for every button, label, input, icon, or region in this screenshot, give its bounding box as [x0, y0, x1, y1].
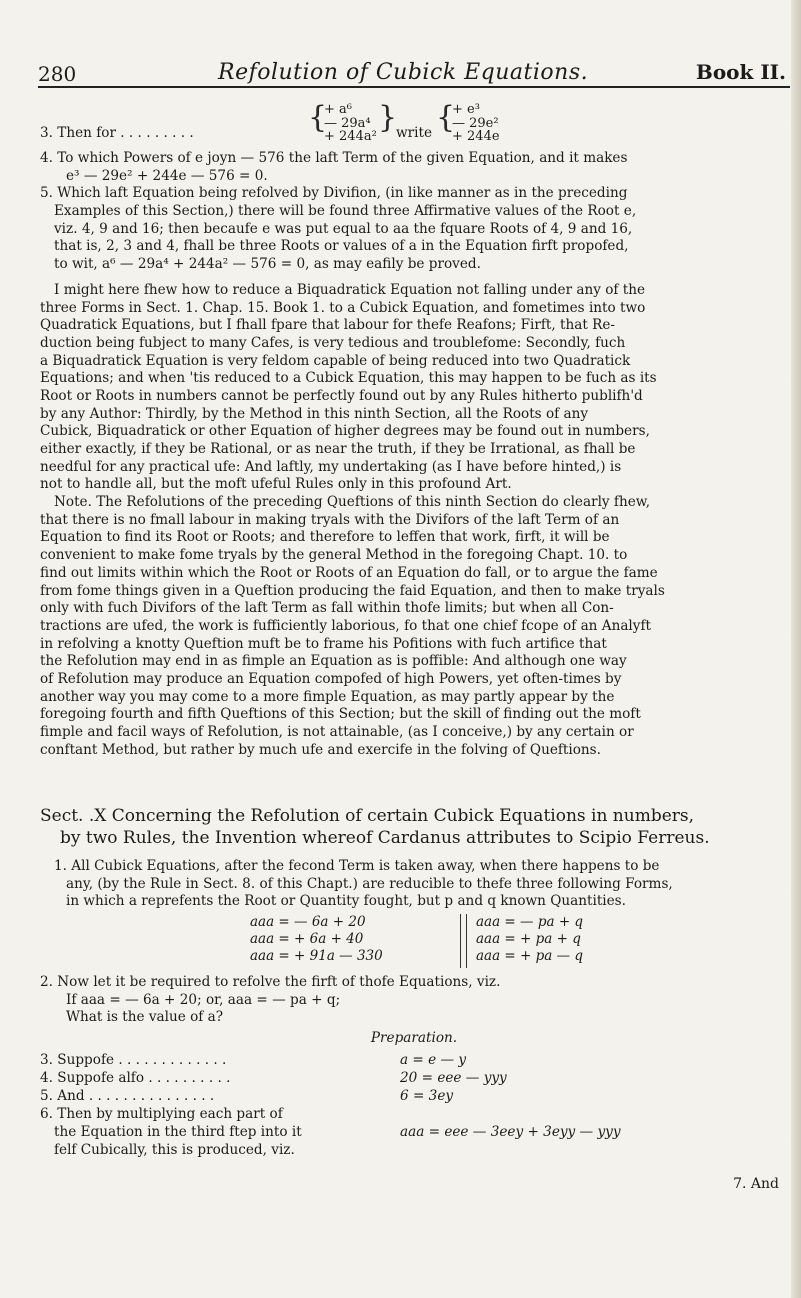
left-brace-1: {	[308, 100, 328, 135]
text-line	[40, 759, 788, 777]
text-line: 2. Now let it be required to refolve the firft of thofe Equations, viz.	[40, 974, 501, 990]
table-cell: aaa = + 91a — 330	[250, 948, 383, 964]
text-line: Quadratick Equations, but I fhall fpare that labour for thefe Reafons; Firft, that Re-	[40, 317, 616, 334]
preparation-heading: Preparation.	[370, 1030, 458, 1046]
item-2	[40, 974, 788, 1027]
body-text	[40, 150, 788, 777]
text-line: foregoing fourth and fifth Queftions of this Section; but the skill of finding out the moft	[40, 706, 641, 723]
text-line: in which a reprefents the Root or Quantity fought, but p and q known Quantities.	[66, 893, 626, 910]
item-3-label: 3. Then for . . . . . . . . .	[40, 125, 194, 141]
text-line: 5. Which laft Equation being refolved by Divifion, (in like manner as in the preceding	[40, 185, 628, 202]
text-line: conftant Method, but rather by much ufe and exercife in the folving of Queftions.	[40, 741, 601, 758]
step-6-eq: aaa = eee — 3eey + 3eyy — yyy	[400, 1124, 621, 1140]
page-number: 280	[38, 62, 77, 86]
section-body	[40, 858, 788, 911]
text-line: another way you may come to a more fimple Equation, as may partly appear by the	[40, 688, 615, 705]
section-heading-line-2: by two Rules, the Invention whereof Cardanus attributes to Scipio Ferreus.	[60, 828, 710, 848]
preparation	[40, 1030, 788, 1047]
text-line: What is the value of a?	[66, 1009, 224, 1026]
table-cell: aaa = — 6a + 20	[250, 914, 366, 930]
table-cell: aaa = + pa — q	[476, 948, 584, 964]
step-6-line-3: felf Cubically, this is produced, viz.	[54, 1142, 295, 1158]
header-rule	[38, 86, 790, 88]
book-label: Book II.	[695, 60, 786, 84]
text-line: convenient to make fome tryals by the general Method in the foregoing Chapt. 10. to	[40, 547, 628, 564]
text-line: Note. The Refolutions of the preceding Queftions of this ninth Section do clearly fhew,	[54, 494, 651, 511]
text-line: not to handle all, but the moft ufeful Rules only in this profound Art.	[40, 476, 512, 493]
text-line: to wit, a⁶ — 29a⁴ + 244a² — 576 = 0, as may eafily be proved.	[54, 256, 481, 273]
text-line: Cubick, Biquadratick or other Equation of higher degrees may be found out in numbers,	[40, 423, 650, 440]
text-line: Root or Roots in numbers cannot be perfectly found out by any Rules hitherto publifh'd	[40, 387, 643, 404]
table-cell: aaa = + 6a + 40	[250, 931, 364, 947]
text-line: Examples of this Section,) there will be found three Affirmative values of the Root e,	[54, 203, 637, 220]
right-brace-1: }	[378, 100, 398, 135]
text-line: by any Author: Thirdly, by the Method in this ninth Section, all the Roots of any	[40, 405, 589, 422]
text-line: tractions are ufed, the work is fufficiently laborious, fo that one chief fcope of an Analyft	[40, 617, 651, 634]
text-line: fimple and facil ways of Refolution, is not attainable, (as I conceive,) by any certain or	[40, 724, 634, 740]
text-line: that there is no fmall labour in making tryals with the Divifors of the laft Term of an	[40, 511, 620, 528]
text-line: any, (by the Rule in Sect. 8. of this Chapt.) are reducible to thefe three following Forms,	[66, 875, 673, 892]
step-3: 3. Suppofe . . . . . . . . . . . . .	[40, 1052, 227, 1068]
text-line: e³ — 29e² + 244e — 576 = 0.	[66, 167, 268, 184]
text-line: find out limits within which the Root or Roots of an Equation do fall, or to argue the fame	[40, 564, 658, 581]
text-line: If aaa = — 6a + 20; or, aaa = — pa + q;	[66, 991, 341, 1008]
text-line: three Forms in Sect. 1. Chap. 15. Book 1. to a Cubick Equation, and fometimes into two	[40, 299, 646, 316]
step-4-eq: 20 = eee — yyy	[400, 1070, 507, 1086]
table-cell: aaa = — pa + q	[476, 914, 584, 930]
step-3-eq: a = e — y	[400, 1052, 467, 1068]
text-line: duction being fubject to many Cafes, is very tedious and troublefome: Secondly, fuch	[40, 334, 626, 351]
text-line: in refolving a knotty Queftion muft be to frame his Pofitions with fuch artifice that	[40, 635, 607, 652]
text-line: only with fuch Divifors of the laft Term as fall within thofe limits; but when all Con-	[40, 600, 614, 617]
text-line: the Refolution may end in as fimple an Equation as is poffible: And although one way	[40, 653, 627, 670]
step-5: 5. And . . . . . . . . . . . . . . .	[40, 1088, 215, 1104]
step-5-eq: 6 = 3ey	[400, 1088, 454, 1104]
step-6-line-1: 6. Then by multiplying each part of	[40, 1106, 283, 1122]
item-3-write: write	[396, 125, 432, 141]
table-cell: aaa = + pa + q	[476, 931, 581, 947]
equation-forms-table	[250, 914, 730, 965]
step-6-line-2: the Equation in the third ftep into it	[54, 1124, 302, 1140]
left-brace-2: {	[436, 100, 456, 135]
step-4: 4. Suppofe alfo . . . . . . . . . .	[40, 1070, 231, 1086]
section-heading-line-1: Sect. .X Concerning the Refolution of certain Cubick Equations in numbers,	[40, 806, 695, 826]
text-line: Equations; and when 'tis reduced to a Cubick Equation, this may happen to be fuch as its	[40, 370, 657, 387]
item-3-right-terms: + e³ — 29e² + 244e	[452, 102, 500, 144]
page-edge-shadow	[791, 0, 801, 1298]
text-line: Equation to find its Root or Roots; and therefore to leffen that work, firft, it will be	[40, 529, 610, 546]
text-line: 4. To which Powers of e joyn — 576 the laft Term of the given Equation, and it makes	[40, 150, 628, 166]
text-line: of Refolution may produce an Equation compofed of high Powers, yet often-times by	[40, 670, 622, 687]
item-3-left-terms: + a⁶ — 29a⁴ + 244a²	[324, 102, 377, 144]
text-line: that is, 2, 3 and 4, fhall be three Roots or values of a in the Equation firft propofed,	[54, 238, 629, 255]
text-line: 1. All Cubick Equations, after the fecond Term is taken away, when there happens to be	[54, 858, 660, 874]
text-line: from fome things given in a Queftion producing the faid Equation, and then to make tryals	[40, 582, 665, 599]
text-line: either exactly, if they be Rational, or as near the truth, if they be Irrational, as fhall be	[40, 441, 636, 457]
running-header	[38, 52, 790, 86]
text-line: needful for any practical ufe: And laftly, my undertaking (as I have before hinted,) is	[40, 458, 622, 475]
catchword: 7. And	[733, 1176, 779, 1192]
text-line: a Biquadratick Equation is very feldom capable of being reduced into two Quadratick	[40, 352, 631, 369]
section-heading	[40, 805, 788, 849]
text-line: viz. 4, 9 and 16; then becaufe e was put equal to aa the fquare Roots of 4, 9 and 16,	[54, 220, 633, 237]
text-line: I might here fhew how to reduce a Biquadratick Equation not falling under any of the	[54, 281, 646, 298]
running-title: Refolution of Cubick Equations.	[218, 60, 589, 85]
